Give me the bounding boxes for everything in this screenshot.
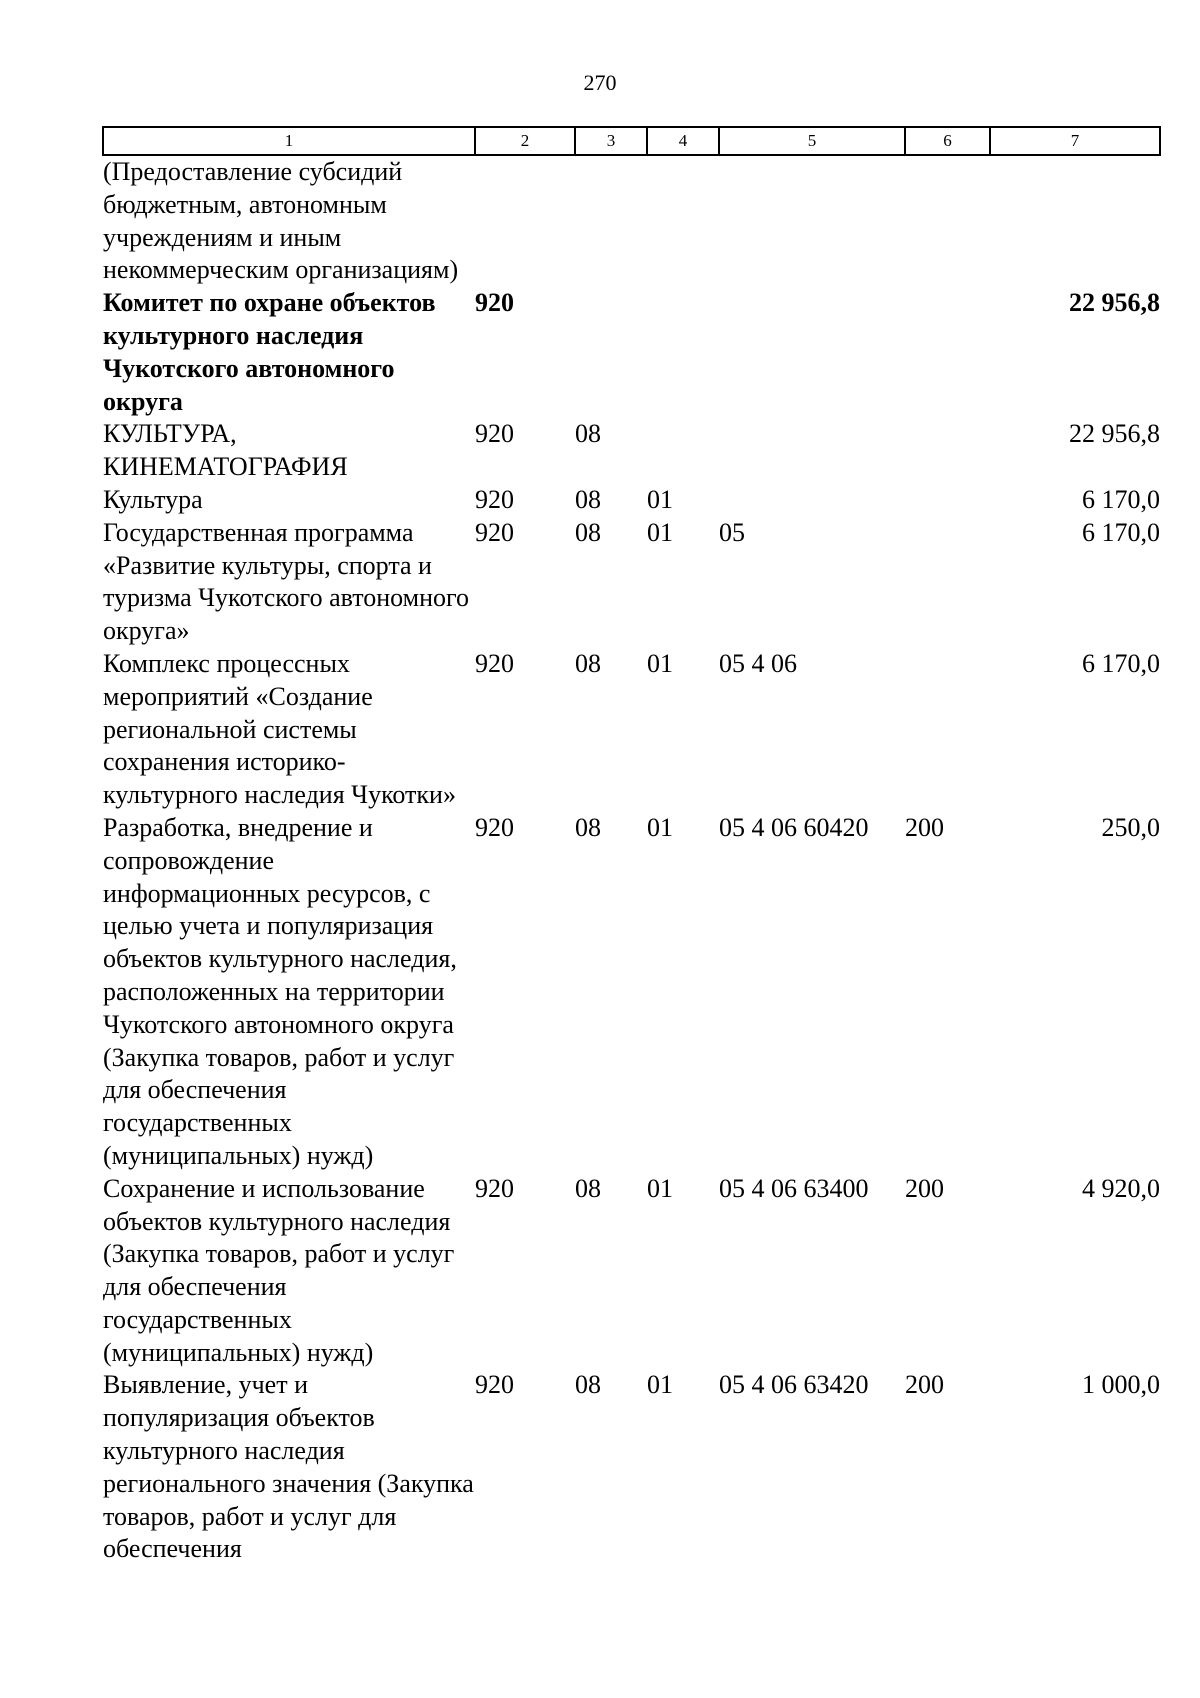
row-razdel: 08 <box>575 1173 601 1203</box>
table-row <box>103 1369 1160 1566</box>
row-vr: 200 <box>905 1173 944 1203</box>
row-amount: 22 956,8 <box>1069 419 1160 449</box>
row-glava: 920 <box>475 648 514 678</box>
row-csr: 05 4 06 60420 <box>719 812 869 842</box>
row-amount: 6 170,0 <box>1082 517 1160 547</box>
header-col-7: 7 <box>990 127 1160 155</box>
row-name: Разработка, внедрение и сопровождение информационных ресурсов, с целью учета и популяризация объектов культурного наследия, расположенных на территории Чукотского автономного округа (Закупка товаров, работ и услуг для обеспечения государственных (муниципальных) нужд) <box>103 812 457 1170</box>
table-row <box>103 812 1160 1173</box>
row-name: Комплекс процессных мероприятий «Создание региональной системы сохранения историко-культурного наследия Чукотки» <box>103 648 456 810</box>
row-amount: 6 170,0 <box>1082 484 1160 514</box>
row-amount: 22 956,8 <box>1069 288 1160 318</box>
row-name: Выявление, учет и популяризация объектов культурного наследия регионального значения (Закупка товаров, работ и услуг для обеспечения <box>103 1370 474 1564</box>
table-row <box>103 287 1160 418</box>
row-glava <box>475 155 575 287</box>
table-row <box>103 517 1160 648</box>
row-glava: 920 <box>475 484 514 514</box>
row-csr: 05 <box>719 517 745 547</box>
table-row <box>103 155 1160 287</box>
row-glava: 920 <box>475 1370 514 1400</box>
row-razdel <box>575 155 647 287</box>
row-csr: 05 4 06 63420 <box>719 1370 869 1400</box>
row-razdel: 08 <box>575 419 601 449</box>
row-podrazdel: 01 <box>647 517 673 547</box>
row-vr: 200 <box>905 1370 944 1400</box>
row-glava: 920 <box>475 1173 514 1203</box>
row-amount: 250,0 <box>1101 812 1160 842</box>
row-podrazdel: 01 <box>647 648 673 678</box>
row-amount <box>990 155 1160 287</box>
row-amount: 1 000,0 <box>1082 1370 1160 1400</box>
row-csr <box>719 484 905 517</box>
header-col-1: 1 <box>103 127 475 155</box>
row-glava: 920 <box>475 288 514 318</box>
row-name: (Предоставление субсидий бюджетным, автономным учреждениям и иным некоммерческим организациям) <box>103 157 459 285</box>
row-csr: 05 4 06 <box>719 648 797 678</box>
row-glava: 920 <box>475 419 514 449</box>
row-name: КУЛЬТУРА, КИНЕМАТОГРАФИЯ <box>103 419 348 482</box>
row-csr <box>719 155 905 287</box>
row-razdel: 08 <box>575 1370 601 1400</box>
table-body <box>103 155 1160 1566</box>
row-vr <box>905 648 990 812</box>
row-podrazdel <box>647 155 719 287</box>
row-razdel: 08 <box>575 812 601 842</box>
row-name: Государственная программа «Развитие культуры, спорта и туризма Чукотского автономного округа» <box>103 517 470 646</box>
row-podrazdel <box>647 418 719 484</box>
row-amount: 4 920,0 <box>1082 1173 1160 1203</box>
row-vr: 200 <box>905 812 944 842</box>
row-name: Комитет по охране объектов культурного наследия Чукотского автономного округа <box>103 288 436 416</box>
row-podrazdel: 01 <box>647 812 673 842</box>
table-row <box>103 484 1160 517</box>
row-podrazdel: 01 <box>647 1370 673 1400</box>
row-name: Культура <box>103 484 203 514</box>
row-razdel: 08 <box>575 517 601 547</box>
row-razdel: 08 <box>575 648 601 678</box>
table-row <box>103 1173 1160 1370</box>
row-vr <box>905 418 990 484</box>
row-podrazdel: 01 <box>647 1173 673 1203</box>
row-glava: 920 <box>475 517 514 547</box>
row-vr <box>905 517 990 648</box>
budget-table <box>102 126 1161 1566</box>
row-csr: 05 4 06 63400 <box>719 1173 869 1203</box>
row-razdel: 08 <box>575 484 601 514</box>
table-header <box>103 127 1160 155</box>
row-vr <box>905 287 990 418</box>
row-vr <box>905 155 990 287</box>
header-col-4: 4 <box>647 127 719 155</box>
row-podrazdel <box>647 287 719 418</box>
row-podrazdel: 01 <box>647 484 673 514</box>
table-row <box>103 418 1160 484</box>
page-number: 270 <box>583 70 617 95</box>
row-glava: 920 <box>475 812 514 842</box>
row-amount: 6 170,0 <box>1082 648 1160 678</box>
row-name: Сохранение и использование объектов культурного наследия (Закупка товаров, работ и услуг для обеспечения государственных (муниципальных) нужд) <box>103 1173 455 1367</box>
header-col-2: 2 <box>475 127 575 155</box>
header-col-5: 5 <box>719 127 905 155</box>
header-row <box>103 127 1160 155</box>
table-row <box>103 648 1160 812</box>
row-csr <box>719 418 905 484</box>
row-vr <box>905 484 990 517</box>
row-razdel <box>575 287 647 418</box>
row-csr <box>719 287 905 418</box>
header-col-3: 3 <box>575 127 647 155</box>
header-col-6: 6 <box>905 127 990 155</box>
